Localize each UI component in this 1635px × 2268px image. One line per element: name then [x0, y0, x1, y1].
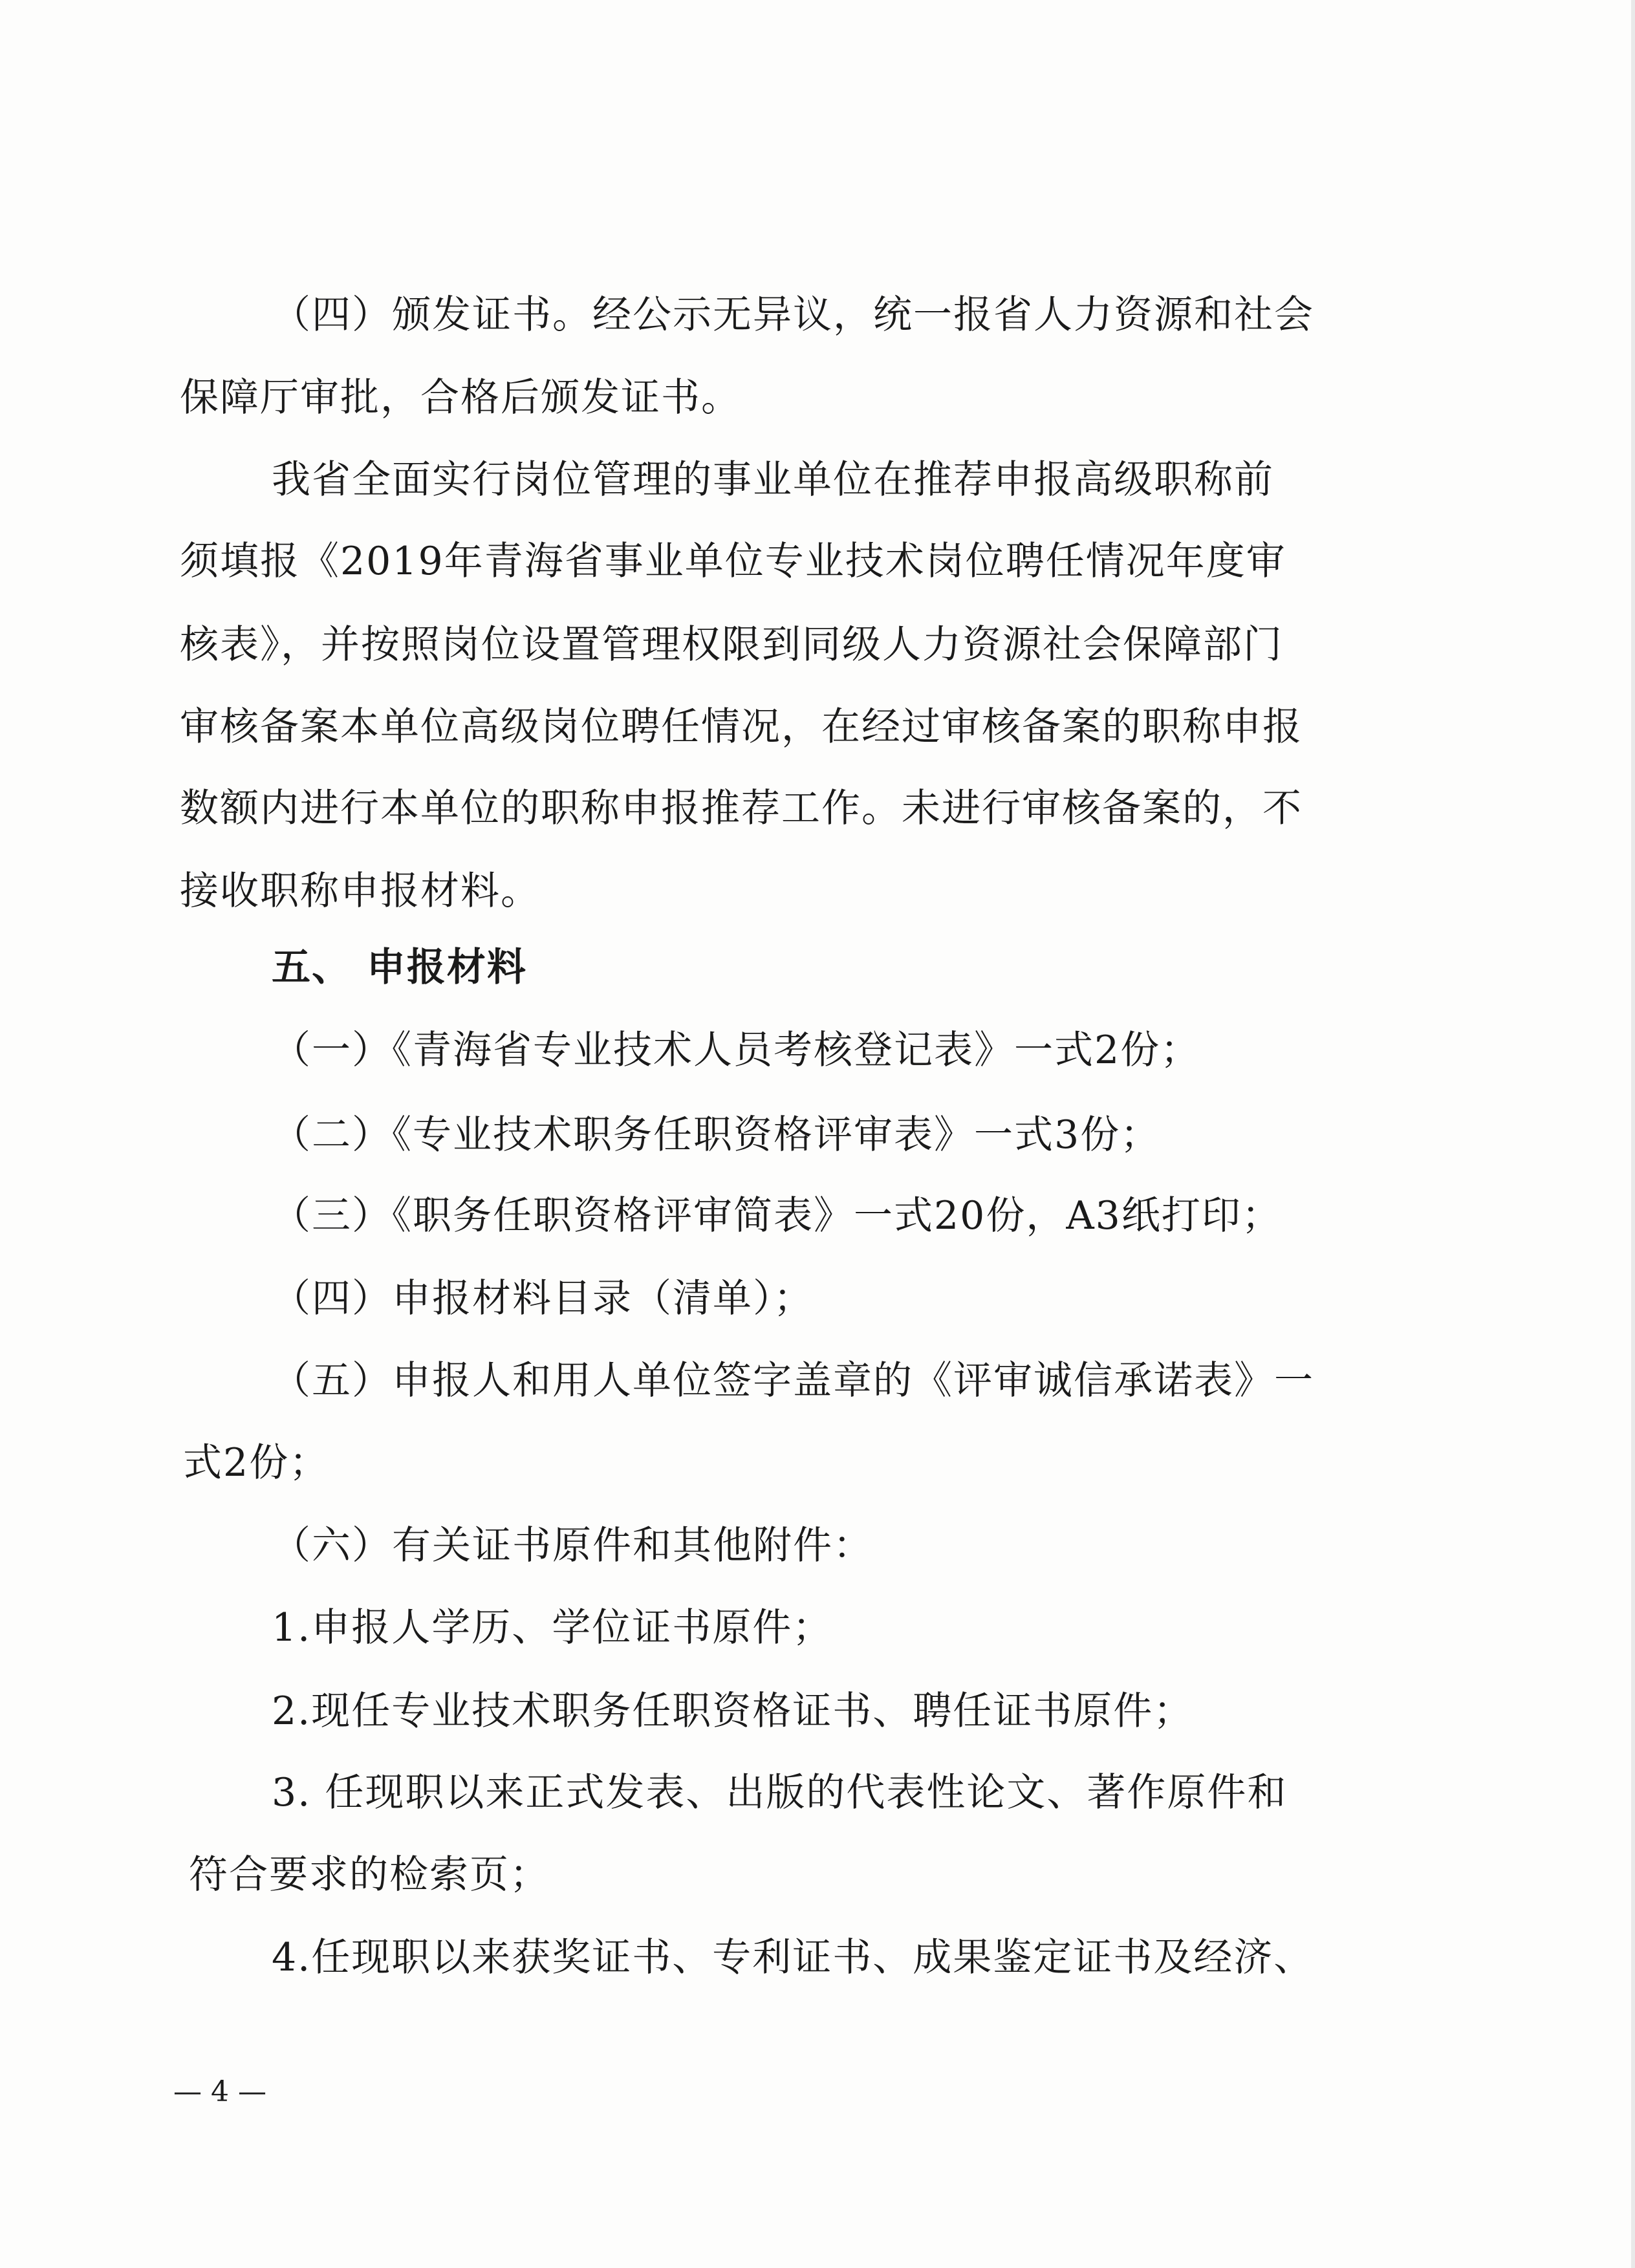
text-line: 式2份； — [183, 1440, 330, 1485]
text-line: （三）《职务任职资格评审简表》一式20份，A3纸打印； — [272, 1193, 1282, 1238]
text-line: 保障厅审批，合格后颁发证书。 — [180, 375, 741, 420]
text-line: 数额内进行本单位的职称申报推荐工作。未进行审核备案的，不 — [180, 786, 1303, 831]
text-line: （六）有关证书原件和其他附件： — [272, 1523, 873, 1568]
section-heading: 五、 申报材料 — [272, 945, 527, 990]
text-line: （二）《专业技术职务任职资格评审表》一式3份； — [272, 1112, 1161, 1158]
text-line: 4.任现职以来获奖证书、专利证书、成果鉴定证书及经济、 — [272, 1935, 1314, 1980]
text-line: 符合要求的检索页； — [189, 1852, 550, 1897]
text-line: 我省全面实行岗位管理的事业单位在推荐申报高级职称前 — [272, 457, 1274, 502]
page-edge — [1631, 0, 1635, 2268]
text-line: 接收职称申报材料。 — [180, 869, 541, 914]
text-line: （四）申报材料目录（清单）； — [272, 1276, 814, 1321]
text-line: 1.申报人学历、学位证书原件； — [272, 1605, 833, 1650]
text-line: 审核备案本单位高级岗位聘任情况，在经过审核备案的职称申报 — [180, 704, 1303, 750]
text-line: 核表》，并按照岗位设置管理权限到同级人力资源社会保障部门 — [180, 622, 1283, 667]
page-number: — 4 — — [173, 2075, 266, 2108]
text-line: 2.现任专业技术职务任职资格证书、聘任证书原件； — [272, 1689, 1194, 1734]
text-line: 须填报《2019年青海省事业单位专业技术岗位聘任情况年度审 — [180, 539, 1286, 584]
text-line: （五）申报人和用人单位签字盖章的《评审诚信承诺表》一 — [272, 1358, 1314, 1403]
text-line: 3. 任现职以来正式发表、出版的代表性论文、著作原件和 — [272, 1770, 1288, 1815]
text-line: （一）《青海省专业技术人员考核登记表》一式2份； — [272, 1028, 1201, 1073]
text-line: （四）颁发证书。经公示无异议，统一报省人力资源和社会 — [272, 292, 1314, 338]
